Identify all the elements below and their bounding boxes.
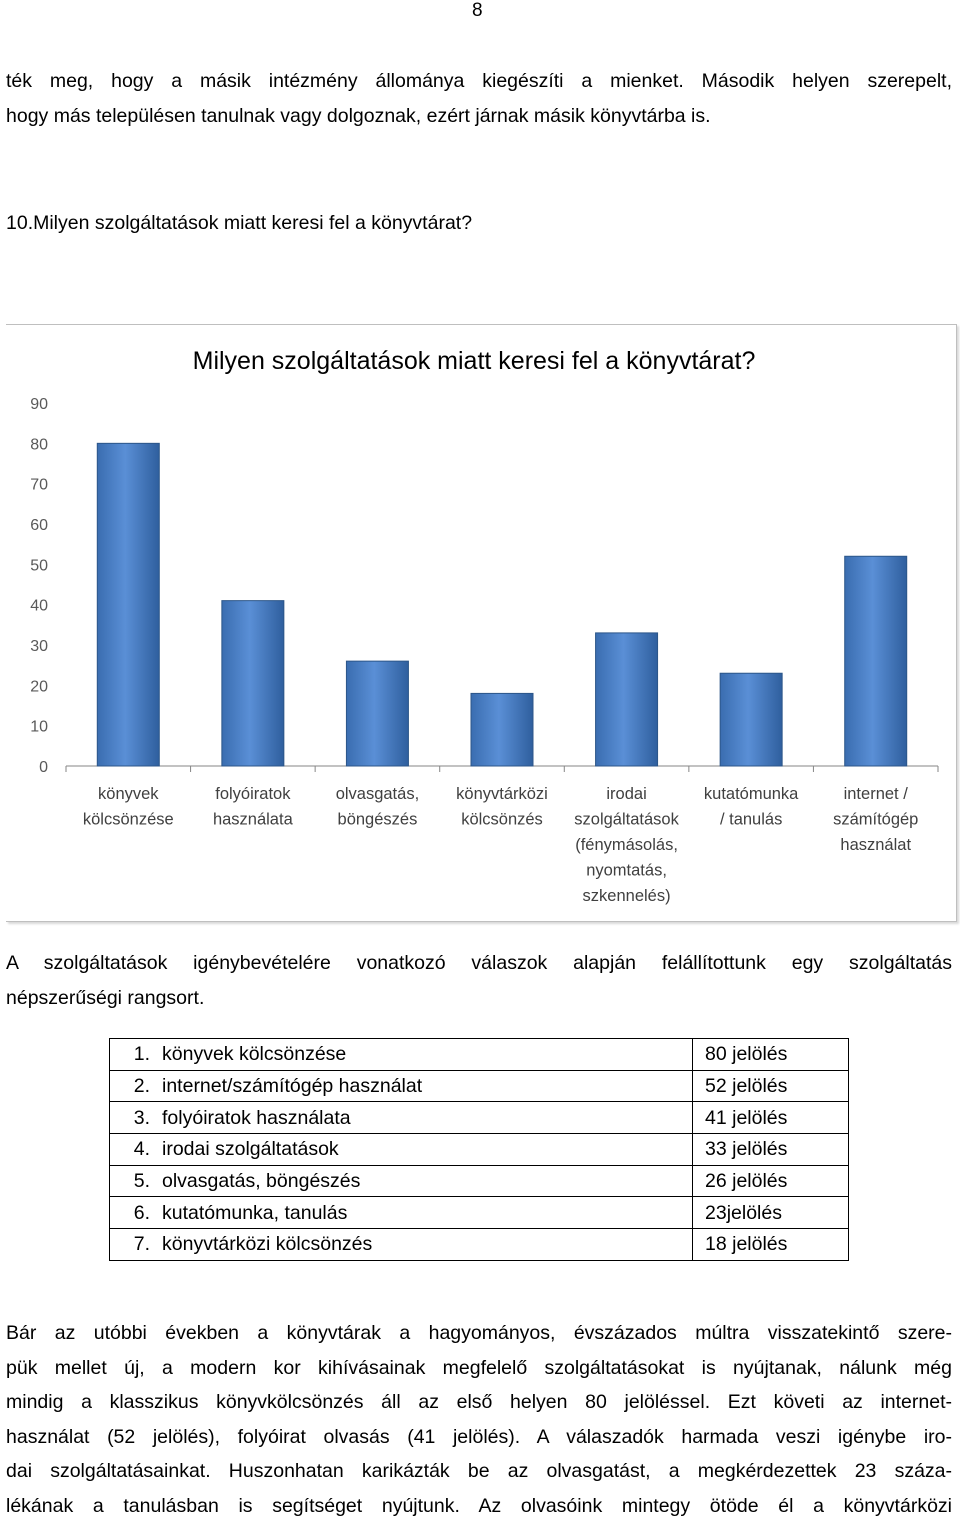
- table-row: [110, 1039, 849, 1071]
- table-row: [110, 1070, 849, 1102]
- bar: [845, 556, 907, 766]
- closing-line-5: dai szolgáltatásainkat. Huszonhatan karikázták be az olvasgatást, a megkérdezettek 23 száza-: [6, 1454, 952, 1489]
- bar: [720, 673, 782, 766]
- bars: [97, 443, 906, 766]
- vote-count: 41 jelölés: [693, 1102, 849, 1134]
- closing-line-3: mindig a klasszikus könyvkölcsönzés áll az első helyen 80 jelöléssel. Ezt követi az internet-: [6, 1385, 952, 1420]
- closing-line-1: Bár az utóbbi években a könyvtárak a hagyományos, évszázados múltra visszatekintő szere-: [6, 1316, 952, 1351]
- y-tick-label: 70: [30, 477, 48, 494]
- y-tick-label: 0: [39, 759, 48, 776]
- category-label: irodai: [606, 785, 646, 803]
- y-tick-label: 10: [30, 719, 48, 736]
- service-name: könyvek kölcsönzése: [156, 1039, 693, 1071]
- vote-count: 26 jelölés: [693, 1165, 849, 1197]
- closing-line-6: lékának a tanulásban is segítséget nyújtunk. Az olvasóink mintegy ötöde él a könyvtárközi: [6, 1489, 952, 1523]
- vote-count: 33 jelölés: [693, 1134, 849, 1166]
- ranking-table: [109, 1038, 849, 1261]
- rank-number: 2.: [110, 1070, 157, 1102]
- category-label: / tanulás: [720, 811, 782, 829]
- category-label: használat: [840, 836, 911, 854]
- category-label: (fénymásolás,: [575, 836, 678, 854]
- bar: [346, 661, 408, 766]
- vote-count: 52 jelölés: [693, 1070, 849, 1102]
- bar: [471, 693, 533, 766]
- bar-chart: [6, 325, 956, 921]
- closing-paragraph: [6, 1316, 952, 1523]
- category-label: könyvtárközi: [456, 785, 548, 803]
- category-label: szolgáltatások: [574, 811, 679, 829]
- intro-line-2: hogy más településen tanulnak vagy dolgoznak, ezért járnak másik könyvtárba is.: [6, 99, 952, 134]
- x-axis-labels: [83, 785, 918, 905]
- category-label: internet /: [844, 785, 909, 803]
- category-label: kutatómunka: [704, 785, 799, 803]
- y-tick-label: 50: [30, 557, 48, 574]
- chart-title: Milyen szolgáltatások miatt keresi fel a könyvtárat?: [193, 347, 756, 375]
- y-tick-label: 80: [30, 436, 48, 453]
- service-name: internet/számítógép használat: [156, 1070, 693, 1102]
- vote-count: 18 jelölés: [693, 1229, 849, 1261]
- rank-number: 7.: [110, 1229, 157, 1261]
- category-label: olvasgatás,: [336, 785, 419, 803]
- page-number: 8: [472, 0, 483, 22]
- service-name: folyóiratok használata: [156, 1102, 693, 1134]
- vote-count: 80 jelölés: [693, 1039, 849, 1071]
- y-tick-label: 90: [30, 396, 48, 413]
- closing-line-4: használat (52 jelölés), folyóirat olvasás (41 jelölés). A válaszadók harmada veszi igénybe iro-: [6, 1420, 952, 1455]
- category-label: számítógép: [833, 811, 918, 829]
- rank-number: 5.: [110, 1165, 157, 1197]
- closing-line-2: pük mellet új, a modern kor kihívásainak megfelelő szolgáltatásokat is nyújtanak, nálunk még: [6, 1351, 952, 1386]
- y-tick-label: 60: [30, 517, 48, 534]
- bar: [222, 601, 284, 766]
- category-label: folyóiratok: [215, 785, 291, 803]
- ranking-intro: [6, 946, 952, 1015]
- bar: [596, 633, 658, 766]
- category-label: kölcsönzése: [83, 811, 174, 829]
- service-name: irodai szolgáltatások: [156, 1134, 693, 1166]
- table-row: [110, 1229, 849, 1261]
- table-row: [110, 1197, 849, 1229]
- rank-number: 1.: [110, 1039, 157, 1071]
- y-tick-label: 30: [30, 638, 48, 655]
- table-row: [110, 1165, 849, 1197]
- ranking-intro-line-1: A szolgáltatások igénybevételére vonatkozó válaszok alapján felállítottunk egy szolgáltatás: [6, 946, 952, 981]
- bar: [97, 443, 159, 766]
- category-label: nyomtatás,: [586, 862, 667, 880]
- intro-paragraph: [6, 64, 952, 133]
- service-name: könyvtárközi kölcsönzés: [156, 1229, 693, 1261]
- category-label: böngészés: [338, 811, 418, 829]
- service-name: olvasgatás, böngészés: [156, 1165, 693, 1197]
- intro-line-1: ték meg, hogy a másik intézmény állománya kiegészíti a mienket. Második helyen szerepelt,: [6, 64, 952, 99]
- service-name: kutatómunka, tanulás: [156, 1197, 693, 1229]
- rank-number: 4.: [110, 1134, 157, 1166]
- table-row: [110, 1102, 849, 1134]
- rank-number: 6.: [110, 1197, 157, 1229]
- category-label: könyvek: [98, 785, 159, 803]
- ranking-intro-line-2: népszerűségi rangsort.: [6, 981, 952, 1016]
- category-label: használata: [213, 811, 294, 829]
- y-tick-label: 40: [30, 598, 48, 615]
- vote-count: 23jelölés: [693, 1197, 849, 1229]
- question-heading: 10.Milyen szolgáltatások miatt keresi fel a könyvtárat?: [6, 212, 472, 235]
- y-tick-label: 20: [30, 678, 48, 695]
- table-row: [110, 1134, 849, 1166]
- chart-frame: [6, 324, 957, 922]
- category-label: kölcsönzés: [461, 811, 543, 829]
- rank-number: 3.: [110, 1102, 157, 1134]
- category-label: szkennelés): [583, 887, 671, 905]
